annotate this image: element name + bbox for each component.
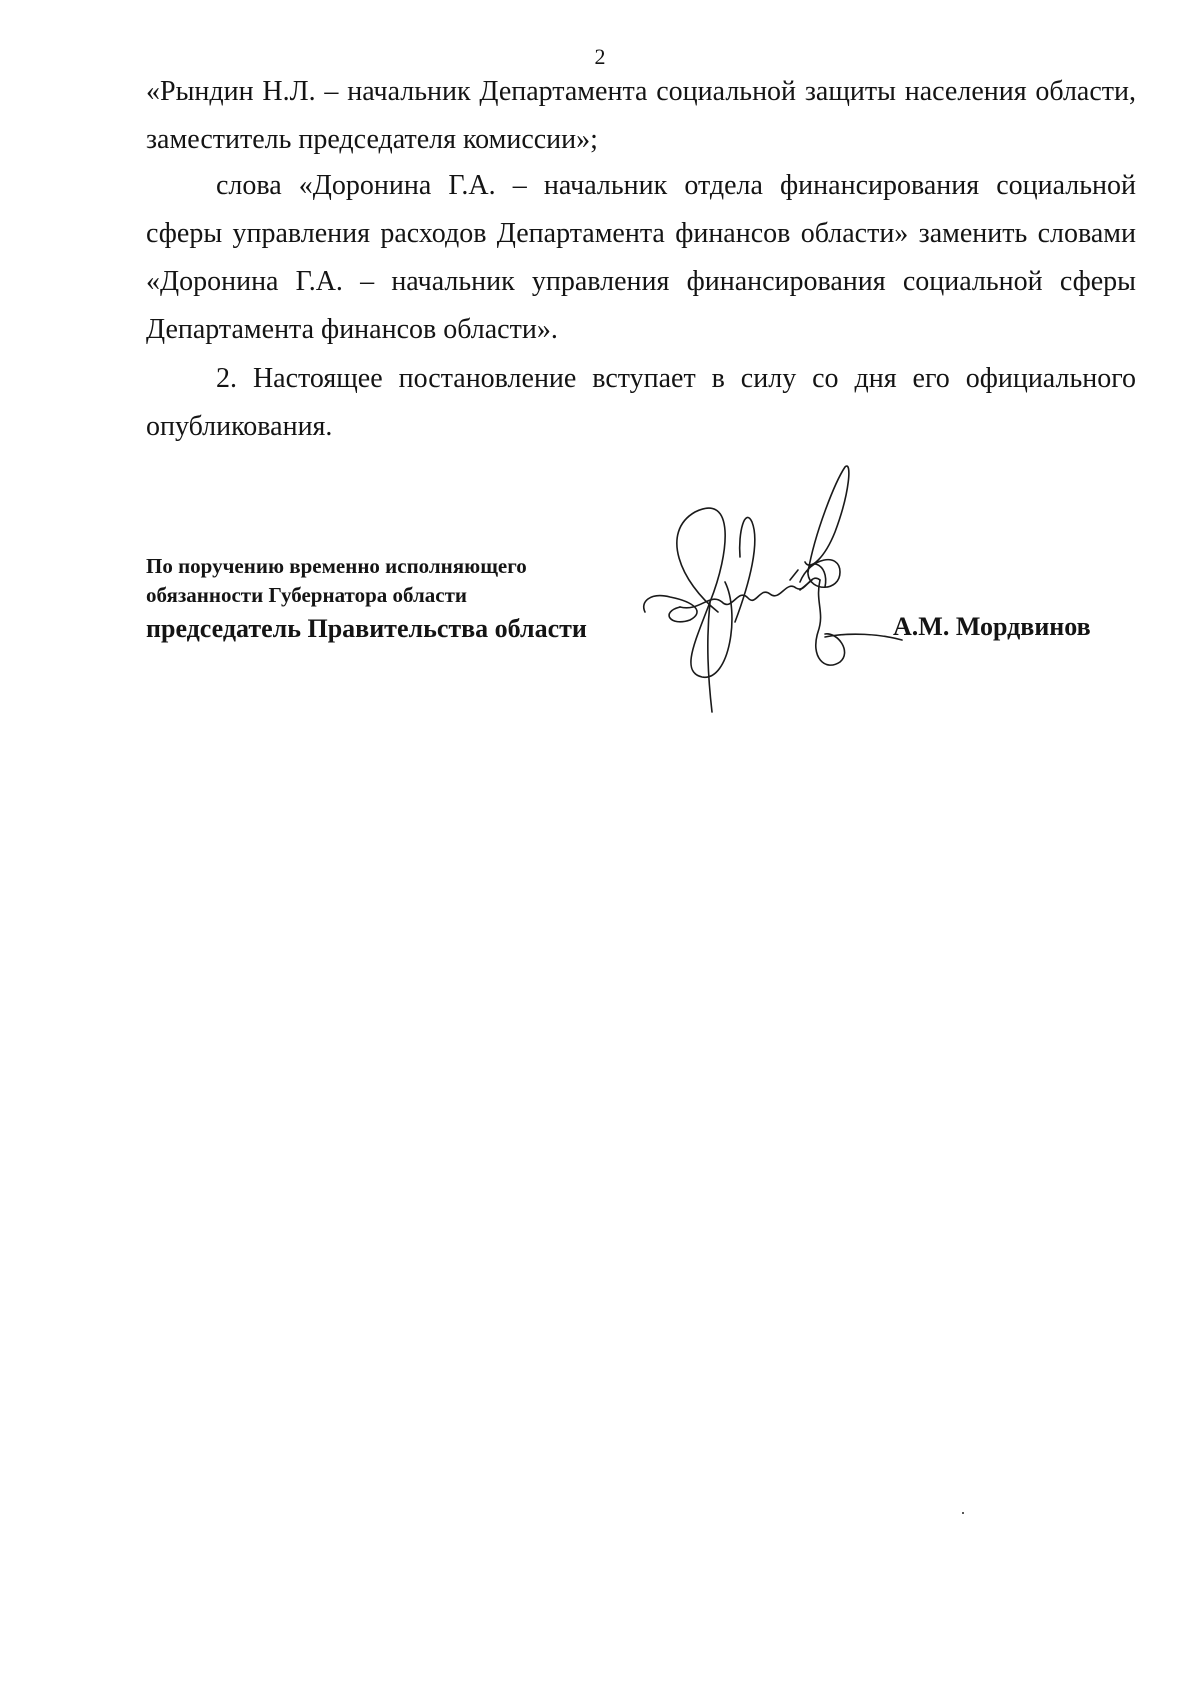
paragraph-2-line-3: «Доронина Г.А. – начальник управления финансирования социальной сферы	[146, 266, 1136, 297]
paragraph-3	[146, 355, 1136, 451]
paragraph-2	[146, 162, 1136, 354]
paragraph-3-line-2: опубликования.	[146, 411, 333, 442]
paragraph-3-line-1: 2. Настоящее постановление вступает в силу со дня его официального	[216, 363, 1136, 394]
paragraph-2-line-2: сферы управления расходов Департамента финансов области» заменить словами	[146, 218, 1136, 249]
paragraph-1	[146, 68, 1136, 164]
signatory-title-line-3: председатель Правительства области	[146, 614, 587, 643]
page-number: 2	[594, 44, 606, 69]
signatory-title	[146, 552, 587, 646]
paragraph-1-line-1: «Рындин Н.Л. – начальник Департамента социальной защиты населения области,	[146, 76, 1136, 107]
paragraph-2-line-4: Департамента финансов области».	[146, 314, 558, 345]
paragraph-1-line-2: заместитель председателя комиссии»;	[146, 124, 598, 155]
paragraph-2-line-1: слова «Доронина Г.А. – начальник отдела финансирования социальной	[216, 170, 1136, 201]
signer-name: А.М. Мордвинов	[893, 612, 1091, 641]
handwritten-signature	[640, 462, 940, 722]
scan-speck	[962, 1512, 964, 1514]
signatory-title-line-1: По поручению временно исполняющего	[146, 554, 527, 578]
signatory-title-line-2: обязанности Губернатора области	[146, 583, 467, 607]
